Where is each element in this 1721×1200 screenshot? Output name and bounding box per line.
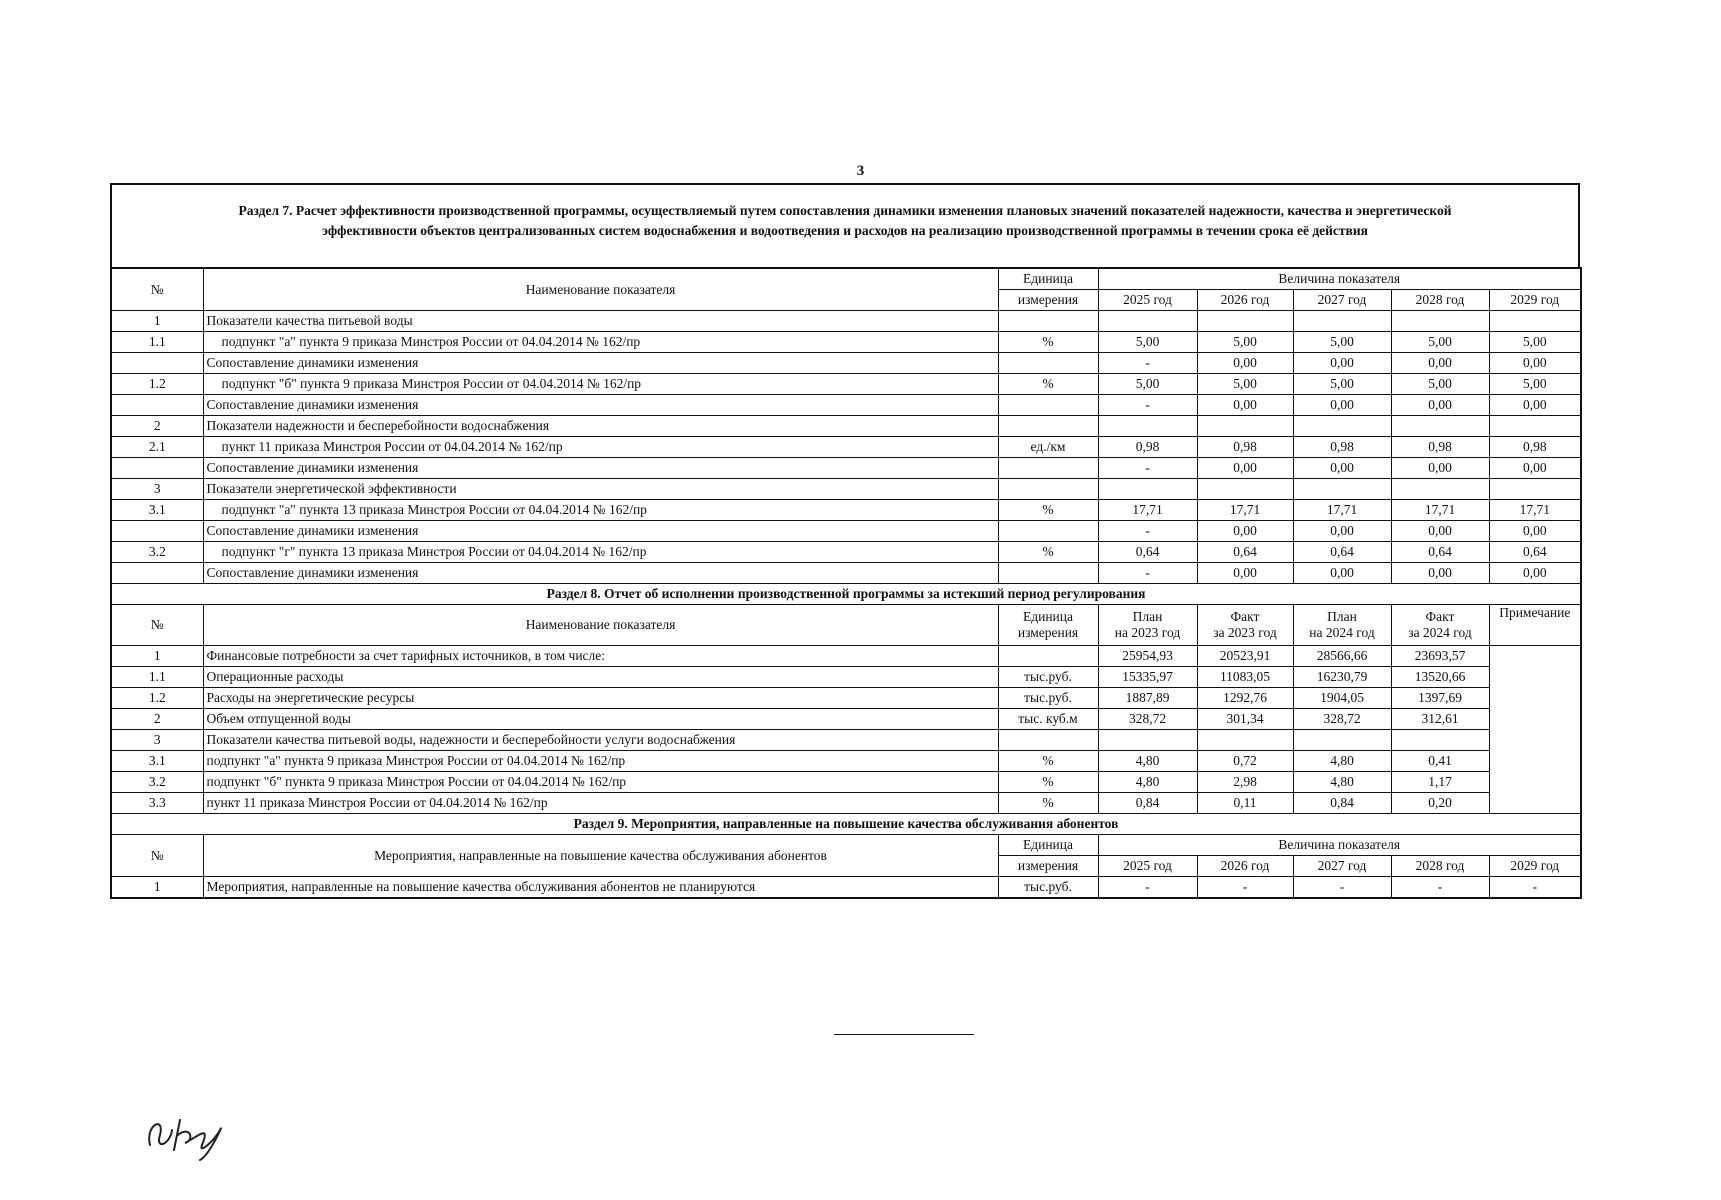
row-value: 0,64 <box>1391 542 1489 563</box>
row-value <box>1098 416 1197 437</box>
row-value: - <box>1098 458 1197 479</box>
row-value: - <box>1098 877 1197 899</box>
row-name: пункт 11 приказа Минстроя России от 04.04.2014 № 162/пр <box>203 437 998 458</box>
row-note <box>1489 646 1581 814</box>
row-number: 1.1 <box>111 332 203 353</box>
row-unit <box>998 646 1098 667</box>
row-value: 17,71 <box>1489 500 1581 521</box>
row-number: 1 <box>111 877 203 899</box>
row-unit: ед./км <box>998 437 1098 458</box>
row-value: 0,00 <box>1489 395 1581 416</box>
row-value: 5,00 <box>1197 332 1293 353</box>
row-value: 0,20 <box>1391 793 1489 814</box>
row-value <box>1197 311 1293 332</box>
row-value: 0,98 <box>1197 437 1293 458</box>
table-row <box>111 521 1581 542</box>
row-value: 1397,69 <box>1391 688 1489 709</box>
row-value: 0,00 <box>1489 353 1581 374</box>
row-value <box>1098 311 1197 332</box>
row-value <box>1489 311 1581 332</box>
table-row <box>111 793 1581 814</box>
row-value: 4,80 <box>1293 772 1391 793</box>
row-unit: % <box>998 374 1098 395</box>
row-value: 13520,66 <box>1391 667 1489 688</box>
row-value: 0,00 <box>1489 521 1581 542</box>
row-value: 1887,89 <box>1098 688 1197 709</box>
s8-header-name: Наименование показателя <box>203 605 998 646</box>
section9-title: Раздел 9. Мероприятия, направленные на повышение качества обслуживания абонентов <box>111 814 1581 835</box>
table-row <box>111 458 1581 479</box>
s7-header-unit-1: Единица <box>998 268 1098 290</box>
row-value: 0,84 <box>1293 793 1391 814</box>
row-name: подпункт "г" пункта 13 приказа Минстроя России от 04.04.2014 № 162/пр <box>203 542 998 563</box>
s9-header-year: 2028 год <box>1391 856 1489 877</box>
row-value: 5,00 <box>1197 374 1293 395</box>
s9-header-num: № <box>111 835 203 877</box>
row-value <box>1197 416 1293 437</box>
row-value <box>1197 479 1293 500</box>
row-value: 0,00 <box>1391 353 1489 374</box>
row-name: пункт 11 приказа Минстроя России от 04.04.2014 № 162/пр <box>203 793 998 814</box>
s9-header-year: 2027 год <box>1293 856 1391 877</box>
row-value: 0,00 <box>1293 395 1391 416</box>
document-sheet <box>110 183 1580 899</box>
section7-title-line1: Раздел 7. Расчет эффективности производственной программы, осуществляемый путем сопоставления динамики изменения плановых значений показателей надежности, качества и энергетической <box>238 203 1452 218</box>
row-value: 0,64 <box>1197 542 1293 563</box>
row-value: 4,80 <box>1098 751 1197 772</box>
row-value <box>1293 311 1391 332</box>
row-value: - <box>1098 521 1197 542</box>
table-row <box>111 646 1581 667</box>
row-unit <box>998 395 1098 416</box>
row-value: 0,11 <box>1197 793 1293 814</box>
s9-header-value: Величина показателя <box>1098 835 1581 856</box>
row-value: 5,00 <box>1293 332 1391 353</box>
row-value: - <box>1098 563 1197 584</box>
s7-header-year: 2027 год <box>1293 290 1391 311</box>
row-name: Показатели качества питьевой воды <box>203 311 998 332</box>
row-value <box>1098 730 1197 751</box>
row-value <box>1391 730 1489 751</box>
row-number <box>111 458 203 479</box>
row-value <box>1489 416 1581 437</box>
row-value: 0,00 <box>1293 521 1391 542</box>
section8-title: Раздел 8. Отчет об исполнении производственной программы за истекший период регулирования <box>111 584 1581 605</box>
row-value <box>1391 311 1489 332</box>
table-row <box>111 311 1581 332</box>
row-value <box>1098 479 1197 500</box>
row-value: 5,00 <box>1391 374 1489 395</box>
row-number: 3.1 <box>111 751 203 772</box>
row-unit: % <box>998 542 1098 563</box>
row-value: 0,64 <box>1293 542 1391 563</box>
s8-header-period: Факт за 2023 год <box>1197 605 1293 646</box>
row-value: 23693,57 <box>1391 646 1489 667</box>
row-number <box>111 395 203 416</box>
row-value: 5,00 <box>1098 374 1197 395</box>
row-value: 16230,79 <box>1293 667 1391 688</box>
s7-header-num: № <box>111 268 203 311</box>
s7-header-unit-2: измерения <box>998 290 1098 311</box>
row-value <box>1391 416 1489 437</box>
table-row <box>111 563 1581 584</box>
s7-header-year: 2028 год <box>1391 290 1489 311</box>
row-unit <box>998 563 1098 584</box>
row-number: 1 <box>111 311 203 332</box>
section7-title-line2: эффективности объектов централизованных систем водоснабжения и водоотведения и расходов на реализацию производственной программы в течении срока её действия <box>322 223 1368 238</box>
row-value: 28566,66 <box>1293 646 1391 667</box>
row-value: 0,00 <box>1391 458 1489 479</box>
row-value: 0,00 <box>1489 458 1581 479</box>
section8-table <box>111 584 1581 814</box>
table-row <box>111 332 1581 353</box>
row-number: 2 <box>111 416 203 437</box>
row-value: 0,00 <box>1489 563 1581 584</box>
row-value: 17,71 <box>1391 500 1489 521</box>
table-row <box>111 688 1581 709</box>
row-value: 5,00 <box>1489 374 1581 395</box>
row-name: Показатели надежности и бесперебойности водоснабжения <box>203 416 998 437</box>
row-unit: % <box>998 772 1098 793</box>
row-value: 0,00 <box>1197 395 1293 416</box>
row-value <box>1293 416 1391 437</box>
s7-header-value: Величина показателя <box>1098 268 1581 290</box>
row-unit <box>998 730 1098 751</box>
table-row <box>111 500 1581 521</box>
signature-mark <box>140 1105 260 1165</box>
row-value: 0,00 <box>1391 563 1489 584</box>
s9-header-unit-2: измерения <box>998 856 1098 877</box>
row-name: подпункт "а" пункта 13 приказа Минстроя России от 04.04.2014 № 162/пр <box>203 500 998 521</box>
row-value: 0,00 <box>1391 395 1489 416</box>
row-name: Сопоставление динамики изменения <box>203 458 998 479</box>
row-name: Расходы на энергетические ресурсы <box>203 688 998 709</box>
row-number: 3 <box>111 479 203 500</box>
row-value: 0,98 <box>1391 437 1489 458</box>
row-number: 2 <box>111 709 203 730</box>
row-value <box>1197 730 1293 751</box>
table-row <box>111 353 1581 374</box>
row-name: подпункт "б" пункта 9 приказа Минстроя России от 04.04.2014 № 162/пр <box>203 374 998 395</box>
s9-header-name: Мероприятия, направленные на повышение качества обслуживания абонентов <box>203 835 998 877</box>
s8-header-period: План на 2024 год <box>1293 605 1391 646</box>
row-name: Сопоставление динамики изменения <box>203 395 998 416</box>
row-value: - <box>1489 877 1581 899</box>
s7-header-year: 2025 год <box>1098 290 1197 311</box>
row-number: 1.2 <box>111 688 203 709</box>
s8-header-period: Факт за 2024 год <box>1391 605 1489 646</box>
row-value: 11083,05 <box>1197 667 1293 688</box>
row-number: 2.1 <box>111 437 203 458</box>
row-unit: % <box>998 751 1098 772</box>
row-value: 328,72 <box>1098 709 1197 730</box>
table-row <box>111 479 1581 500</box>
row-value: - <box>1098 395 1197 416</box>
row-name: подпункт "а" пункта 9 приказа Минстроя России от 04.04.2014 № 162/пр <box>203 332 998 353</box>
row-name: Мероприятия, направленные на повышение качества обслуживания абонентов не планируются <box>203 877 998 899</box>
s9-header-year: 2029 год <box>1489 856 1581 877</box>
s7-header-year: 2029 год <box>1489 290 1581 311</box>
page-number: 3 <box>856 163 865 179</box>
row-value: 1292,76 <box>1197 688 1293 709</box>
row-number: 3.1 <box>111 500 203 521</box>
row-value: 1,17 <box>1391 772 1489 793</box>
row-name: Объем отпущенной воды <box>203 709 998 730</box>
table-row <box>111 667 1581 688</box>
s8-header-unit: Единица измерения <box>998 605 1098 646</box>
row-value <box>1489 479 1581 500</box>
row-unit <box>998 479 1098 500</box>
table-row <box>111 772 1581 793</box>
row-unit: тыс.руб. <box>998 688 1098 709</box>
row-unit: % <box>998 332 1098 353</box>
row-name: Показатели энергетической эффективности <box>203 479 998 500</box>
row-name: Сопоставление динамики изменения <box>203 521 998 542</box>
row-name: Показатели качества питьевой воды, надежности и бесперебойности услуги водоснабжения <box>203 730 998 751</box>
row-value: 5,00 <box>1489 332 1581 353</box>
row-value: 312,61 <box>1391 709 1489 730</box>
row-name: подпункт "б" пункта 9 приказа Минстроя России от 04.04.2014 № 162/пр <box>203 772 998 793</box>
row-unit: % <box>998 500 1098 521</box>
report-table <box>110 267 1582 899</box>
table-row <box>111 437 1581 458</box>
row-value: 0,72 <box>1197 751 1293 772</box>
row-unit: тыс.руб. <box>998 667 1098 688</box>
row-number <box>111 353 203 374</box>
row-value: 0,00 <box>1293 563 1391 584</box>
row-value: 0,98 <box>1489 437 1581 458</box>
table-row <box>111 730 1581 751</box>
s7-header-year: 2026 год <box>1197 290 1293 311</box>
row-value: 0,98 <box>1098 437 1197 458</box>
row-value: 0,84 <box>1098 793 1197 814</box>
table-row <box>111 374 1581 395</box>
section7-title <box>110 183 1580 267</box>
row-value <box>1293 730 1391 751</box>
row-value: - <box>1391 877 1489 899</box>
row-value: 301,34 <box>1197 709 1293 730</box>
row-value: 0,00 <box>1197 353 1293 374</box>
row-number: 3 <box>111 730 203 751</box>
s7-header-name: Наименование показателя <box>203 268 998 311</box>
row-value: 0,00 <box>1197 458 1293 479</box>
row-unit <box>998 311 1098 332</box>
row-value: 15335,97 <box>1098 667 1197 688</box>
row-value: - <box>1197 877 1293 899</box>
s8-header-note: Примечание <box>1489 605 1581 646</box>
row-value: 0,00 <box>1391 521 1489 542</box>
row-number: 1.2 <box>111 374 203 395</box>
table-row <box>111 542 1581 563</box>
row-name: Сопоставление динамики изменения <box>203 563 998 584</box>
row-value: 0,00 <box>1197 521 1293 542</box>
table-row <box>111 416 1581 437</box>
row-value: 4,80 <box>1098 772 1197 793</box>
row-value: 0,64 <box>1098 542 1197 563</box>
s8-header-period: План на 2023 год <box>1098 605 1197 646</box>
table-row <box>111 877 1581 899</box>
row-number: 1.1 <box>111 667 203 688</box>
row-value: 4,80 <box>1293 751 1391 772</box>
row-value: 328,72 <box>1293 709 1391 730</box>
row-unit <box>998 458 1098 479</box>
row-value: 0,00 <box>1293 353 1391 374</box>
row-value: 0,98 <box>1293 437 1391 458</box>
row-name: Операционные расходы <box>203 667 998 688</box>
row-name: подпункт "а" пункта 9 приказа Минстроя России от 04.04.2014 № 162/пр <box>203 751 998 772</box>
row-name: Финансовые потребности за счет тарифных источников, в том числе: <box>203 646 998 667</box>
row-value: 0,00 <box>1293 458 1391 479</box>
s9-header-unit-1: Единица <box>998 835 1098 856</box>
row-value: 17,71 <box>1197 500 1293 521</box>
row-value: 5,00 <box>1098 332 1197 353</box>
row-value <box>1391 479 1489 500</box>
row-value: 20523,91 <box>1197 646 1293 667</box>
s9-header-year: 2025 год <box>1098 856 1197 877</box>
row-unit: тыс.руб. <box>998 877 1098 899</box>
row-number: 1 <box>111 646 203 667</box>
row-unit <box>998 416 1098 437</box>
row-unit: тыс. куб.м <box>998 709 1098 730</box>
row-value: 17,71 <box>1293 500 1391 521</box>
row-value <box>1293 479 1391 500</box>
row-number <box>111 521 203 542</box>
row-number: 3.2 <box>111 542 203 563</box>
row-value: 25954,93 <box>1098 646 1197 667</box>
row-number: 3.3 <box>111 793 203 814</box>
section7-table <box>111 268 1581 584</box>
s9-header-year: 2026 год <box>1197 856 1293 877</box>
row-unit: % <box>998 793 1098 814</box>
row-name: Сопоставление динамики изменения <box>203 353 998 374</box>
table-row <box>111 709 1581 730</box>
row-unit <box>998 521 1098 542</box>
section9-table <box>111 814 1581 899</box>
row-unit <box>998 353 1098 374</box>
row-value: 0,00 <box>1197 563 1293 584</box>
row-value: 2,98 <box>1197 772 1293 793</box>
row-value: - <box>1098 353 1197 374</box>
table-row <box>111 751 1581 772</box>
row-number <box>111 563 203 584</box>
row-value: 1904,05 <box>1293 688 1391 709</box>
row-value: 0,64 <box>1489 542 1581 563</box>
row-value: 5,00 <box>1391 332 1489 353</box>
s8-header-num: № <box>111 605 203 646</box>
footer-divider <box>834 1034 974 1035</box>
row-value: - <box>1293 877 1391 899</box>
table-row <box>111 395 1581 416</box>
row-number: 3.2 <box>111 772 203 793</box>
row-value: 5,00 <box>1293 374 1391 395</box>
row-value: 17,71 <box>1098 500 1197 521</box>
row-value: 0,41 <box>1391 751 1489 772</box>
